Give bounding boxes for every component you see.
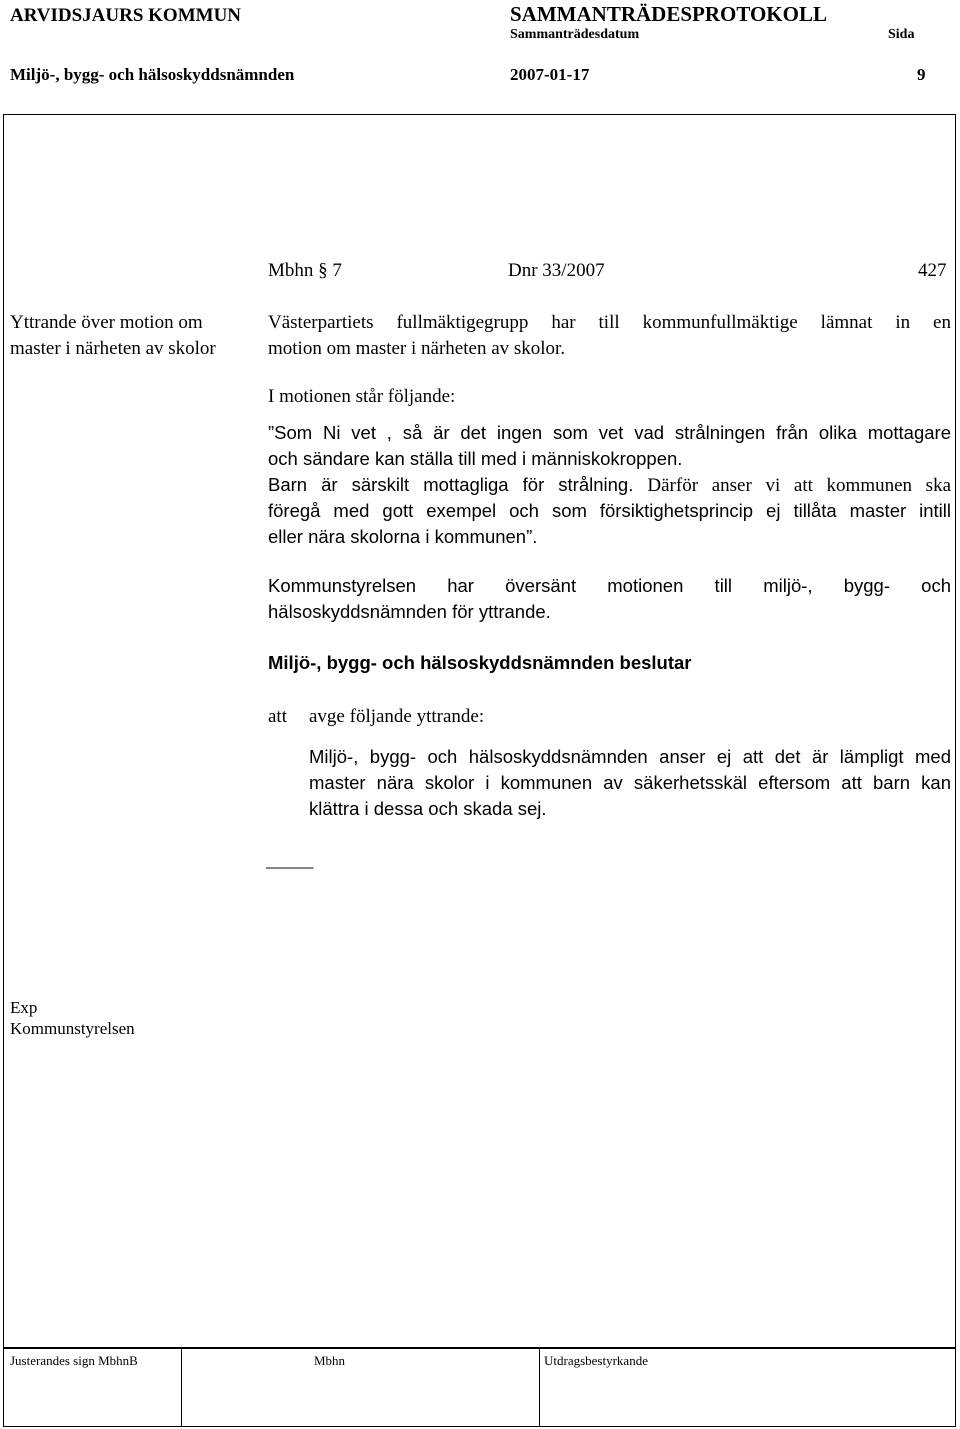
footer-utdrag-label: Utdragsbestyrkande <box>544 1353 648 1368</box>
quote-line-5: eller nära skolorna i kommunen”. <box>268 526 538 547</box>
case-dnr: Dnr 33/2007 <box>508 260 605 281</box>
quote-line-3 <box>268 472 951 498</box>
case-number: 427 <box>918 260 947 281</box>
quote-line-3b: Därför anser vi att kommunen ska <box>647 475 952 496</box>
quote-line-2: och sändare kan ställa till med i människokroppen. <box>268 448 683 469</box>
content-frame <box>3 114 956 1348</box>
intro-paragraph <box>268 310 951 362</box>
exp-label: Exp <box>10 998 38 1017</box>
intro-line-1: Västerpartiets fullmäktigegrupp har till kommunfullmäktige lämnat in en <box>268 312 951 333</box>
footer-cell-justerandes <box>4 1349 182 1426</box>
ks-line-1: Kommunstyrelsen har översänt motionen till miljö-, bygg- och <box>268 575 951 596</box>
date-label: Sammanträdesdatum <box>510 27 640 42</box>
org-name: ARVIDSJAURS KOMMUN <box>10 5 242 26</box>
quote-intro: I motionen står följande: <box>268 386 456 407</box>
att-word: att <box>268 706 287 727</box>
intro-line-2: motion om master i närheten av skolor. <box>268 338 566 359</box>
page-label: Sida <box>888 27 915 42</box>
meeting-date: 2007-01-17 <box>510 65 590 84</box>
exp-recipient: Kommunstyrelsen <box>10 1019 135 1038</box>
ks-line-2: hälsoskyddsnämnden för yttrande. <box>268 601 551 622</box>
document-type: SAMMANTRÄDESPROTOKOLL <box>510 2 827 26</box>
footer-mbhn-label: Mbhn <box>314 1353 346 1368</box>
statement-line-3: klättra i dessa och skada sej. <box>309 798 547 819</box>
page-number: 9 <box>917 65 926 84</box>
footer-cell-mbhn <box>182 1349 540 1426</box>
quote-line-4: föregå med gott exempel och som försiktighetsprincip ej tillåta master intill <box>268 500 951 521</box>
margin-title-line-1: Yttrande över motion om <box>10 312 203 333</box>
statement-line-1: Miljö-, bygg- och hälsoskyddsnämnden anser ej att det är lämpligt med <box>309 746 951 767</box>
footer-cell-utdrag <box>540 1349 955 1426</box>
case-id: Mbhn § 7 <box>268 260 342 281</box>
divider: _____ <box>266 850 314 871</box>
statement <box>309 744 951 822</box>
quote-line-3a: Barn är särskilt mottagliga för strålning. <box>268 474 634 495</box>
motion-quote <box>268 420 951 550</box>
decision-heading: Miljö-, bygg- och hälsoskyddsnämnden beslutar <box>268 652 692 673</box>
signature-footer <box>3 1348 956 1427</box>
board-name: Miljö-, bygg- och hälsoskyddsnämnden <box>10 65 295 84</box>
footer-justerandes-label: Justerandes sign MbhnB <box>10 1353 138 1368</box>
quote-line-1: ”Som Ni vet , så är det ingen som vet vad strålningen från olika mottagare <box>268 422 951 443</box>
statement-line-2: master nära skolor i kommunen av säkerhetsskäl eftersom att barn kan <box>309 772 951 793</box>
ks-paragraph <box>268 573 951 625</box>
att-text: avge följande yttrande: <box>309 706 485 727</box>
margin-title-line-2: master i närheten av skolor <box>10 338 216 359</box>
